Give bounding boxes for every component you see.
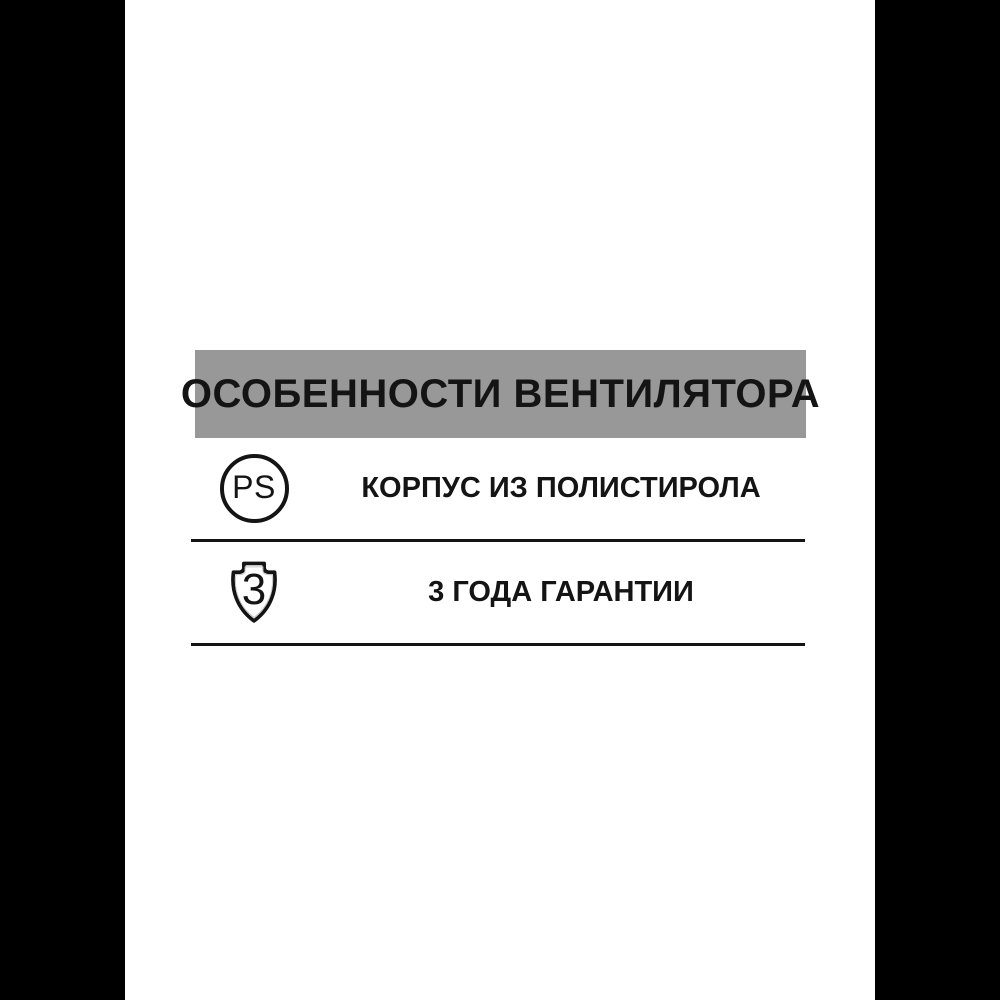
shield-number: 3 xyxy=(241,564,267,614)
feature-label-cell xyxy=(317,576,805,609)
feature-row-material xyxy=(191,438,805,542)
feature-icon-cell xyxy=(191,559,317,627)
warranty-shield-icon xyxy=(223,559,285,627)
section-header xyxy=(180,350,821,438)
feature-label-cell xyxy=(317,472,805,505)
feature-row-warranty xyxy=(191,542,805,646)
ps-icon-label: PS xyxy=(232,469,276,505)
content-panel xyxy=(125,0,875,1000)
polystyrene-ps-icon xyxy=(220,454,289,523)
feature-list xyxy=(191,438,805,646)
feature-label-material: КОРПУС ИЗ ПОЛИСТИРОЛА xyxy=(361,472,761,504)
feature-label-warranty: 3 ГОДА ГАРАНТИИ xyxy=(428,576,694,608)
section-title: ОСОБЕННОСТИ ВЕНТИЛЯТОРА xyxy=(180,371,821,416)
feature-icon-cell xyxy=(191,454,317,523)
